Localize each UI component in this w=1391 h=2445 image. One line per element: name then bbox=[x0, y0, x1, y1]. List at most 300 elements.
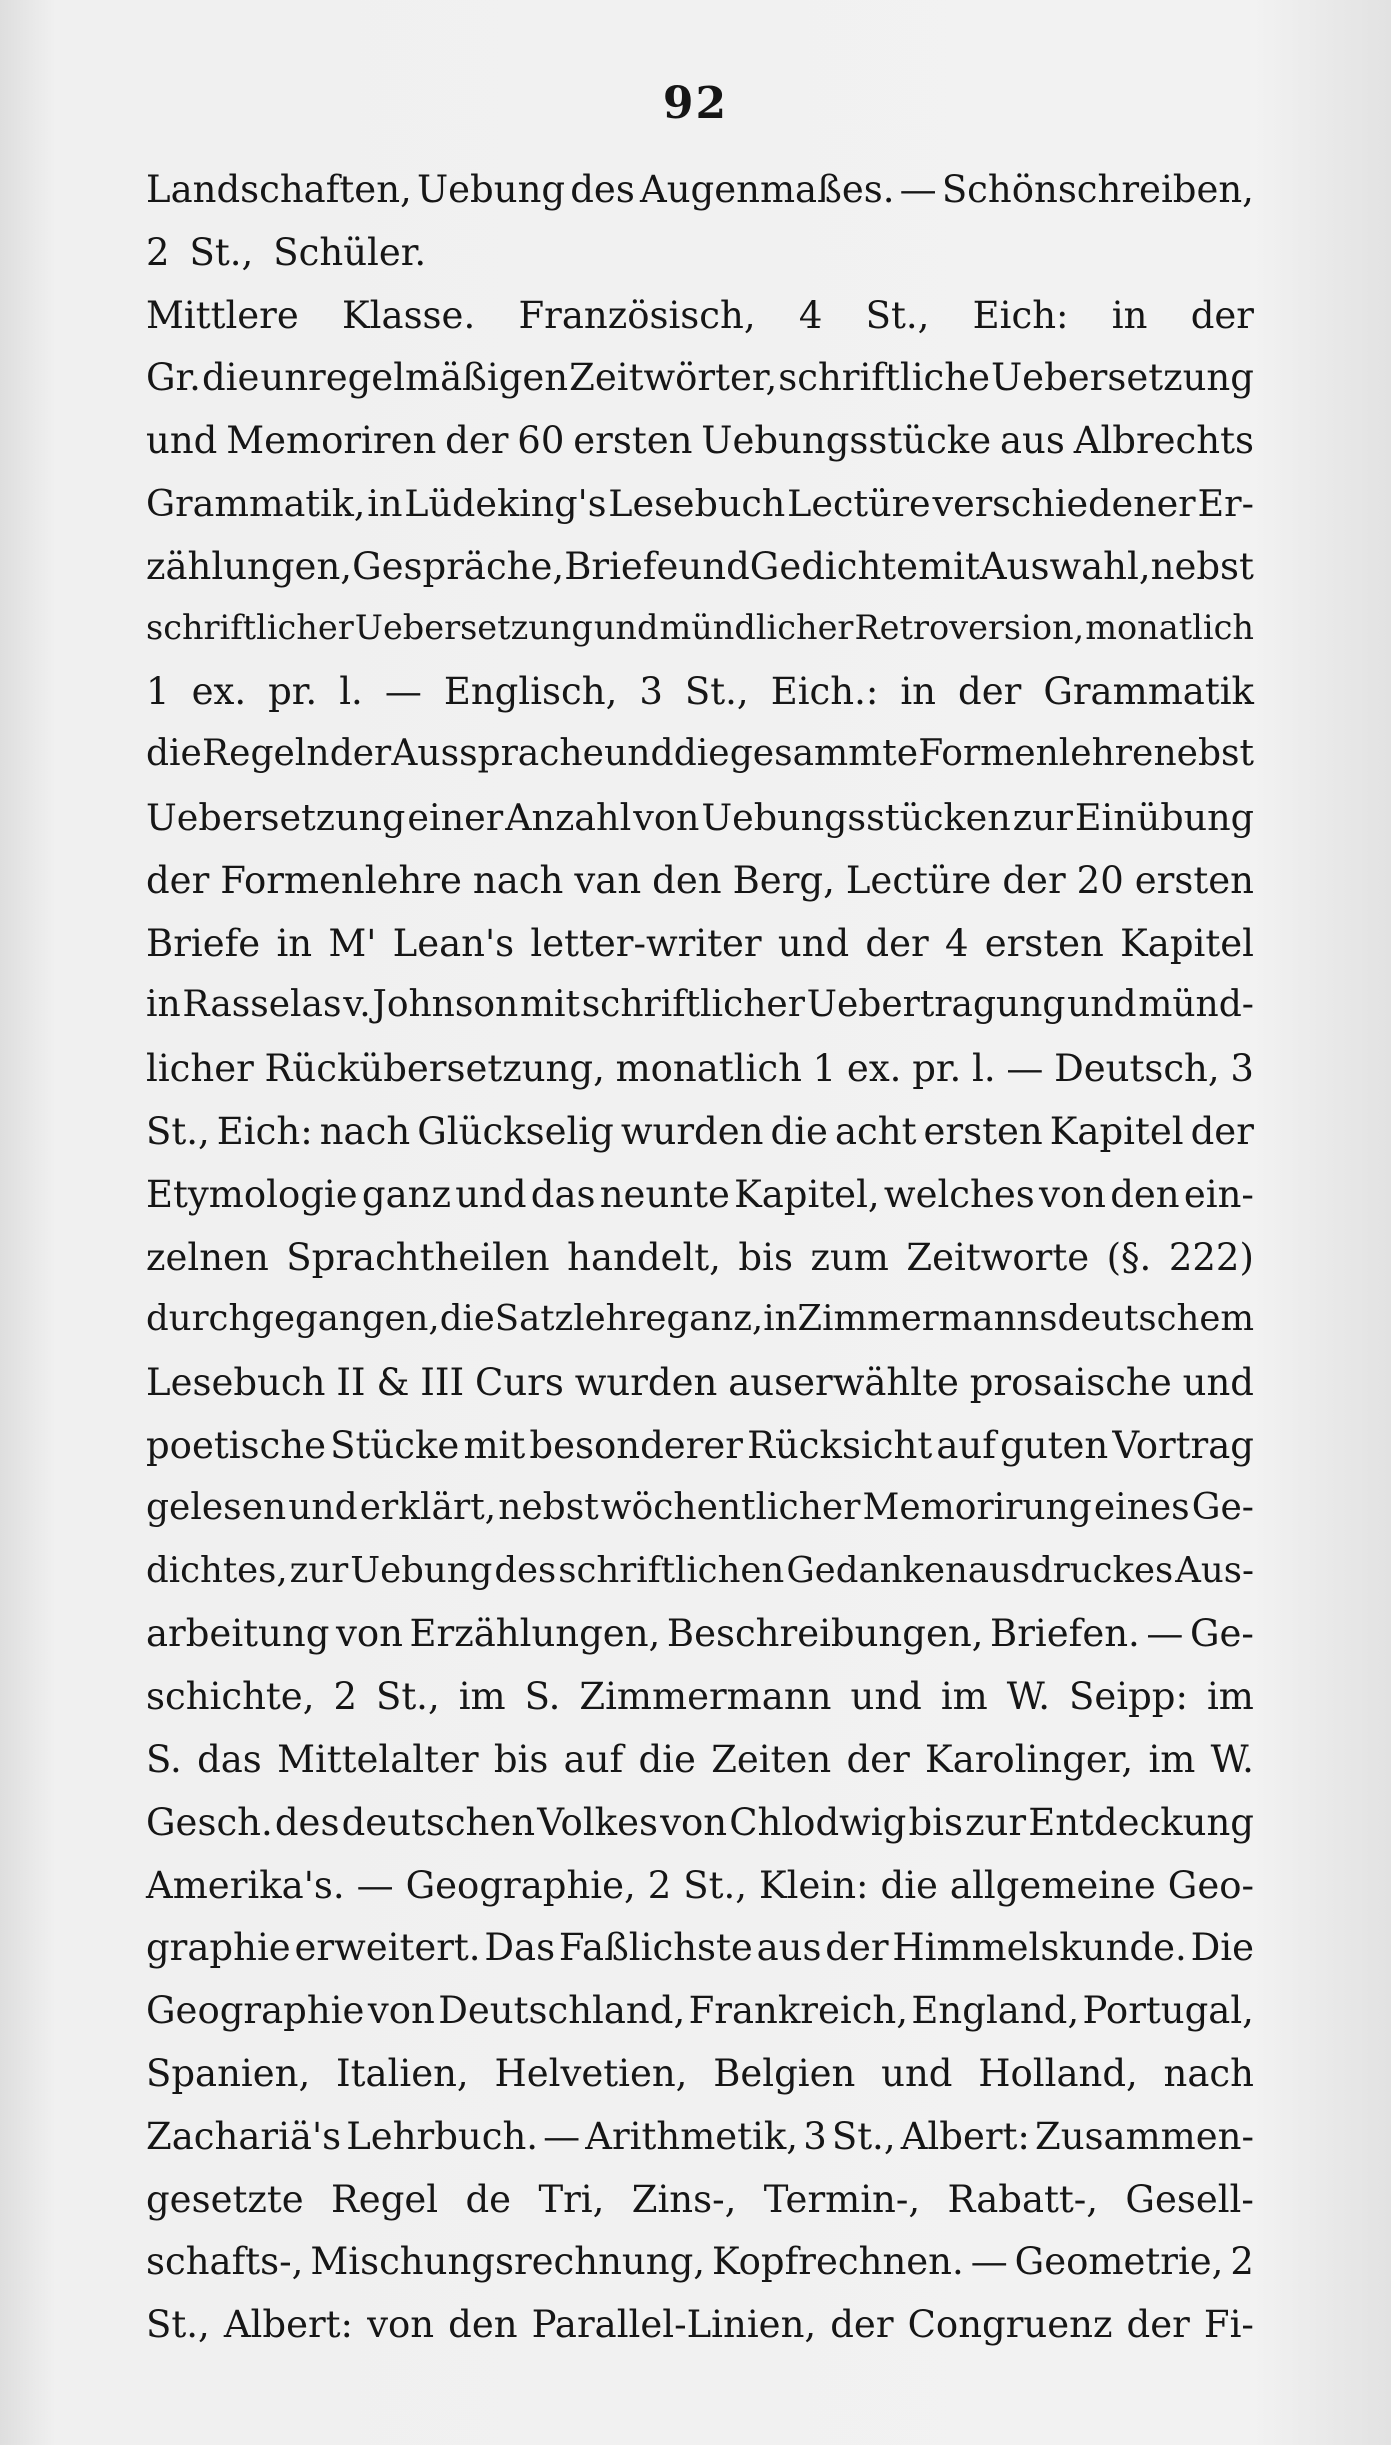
word: nach bbox=[319, 1109, 411, 1153]
word: mit bbox=[519, 984, 581, 1026]
word: in bbox=[1111, 293, 1148, 337]
word: Helvetien, bbox=[494, 2051, 688, 2095]
word: der bbox=[825, 1926, 889, 1970]
word: Uebersetzung bbox=[146, 795, 406, 839]
word: ex. bbox=[191, 670, 247, 714]
word: Vortrag bbox=[1112, 1423, 1254, 1467]
word: eines bbox=[1093, 1486, 1190, 1528]
word: aus bbox=[756, 1926, 822, 1970]
word: Gespräche, bbox=[352, 544, 565, 588]
word: Portugal, bbox=[1082, 1989, 1254, 2033]
word: Kapitel, bbox=[734, 1172, 880, 1216]
word: die bbox=[880, 1863, 938, 1907]
word: die bbox=[673, 733, 730, 775]
word: Rabatt-, bbox=[947, 2177, 1099, 2221]
text-line bbox=[146, 356, 1254, 419]
word: der bbox=[1002, 858, 1066, 902]
word: erweitert. bbox=[294, 1926, 481, 1970]
word: Erzählungen, bbox=[409, 1612, 661, 1656]
word: Geographie, bbox=[405, 1863, 636, 1907]
word: St., bbox=[831, 2114, 896, 2158]
word: deutschem bbox=[1057, 1298, 1255, 1340]
word: den bbox=[1110, 1172, 1180, 1216]
word: Augenmaßes. bbox=[640, 168, 895, 211]
word: Congruenz bbox=[907, 2303, 1113, 2347]
word: schichte, bbox=[146, 1675, 315, 1719]
word: Klein: bbox=[759, 1863, 869, 1907]
word: Lehrbuch. bbox=[346, 2114, 539, 2158]
word: der bbox=[958, 670, 1022, 714]
word: von bbox=[1038, 1172, 1106, 1216]
word: St., bbox=[683, 1863, 748, 1907]
word: Berg, bbox=[732, 858, 835, 902]
word: Uebersetzung bbox=[990, 356, 1254, 400]
text-line bbox=[146, 168, 1254, 231]
text-line bbox=[146, 1864, 1254, 1927]
word: ganz, bbox=[666, 1298, 764, 1340]
word: mit bbox=[463, 1423, 526, 1467]
word: auf bbox=[936, 1423, 996, 1467]
word: Geometrie, bbox=[1014, 2240, 1224, 2284]
word: im bbox=[1148, 1737, 1196, 1781]
word: ersten bbox=[573, 419, 693, 463]
word: und bbox=[455, 1172, 527, 1216]
word: Belgien bbox=[713, 2051, 856, 2095]
word: gesetzte bbox=[146, 2177, 304, 2221]
text-line bbox=[146, 984, 1254, 1047]
word: St., bbox=[146, 1109, 210, 1153]
word: die bbox=[770, 1109, 828, 1153]
word: des bbox=[570, 168, 635, 211]
word: und bbox=[288, 1486, 358, 1528]
word: die bbox=[201, 356, 260, 400]
word: Eich: bbox=[972, 293, 1069, 337]
word: nach bbox=[1163, 2051, 1254, 2095]
word: erklärt, bbox=[359, 1486, 497, 1528]
word: Mischungsrechnung, bbox=[310, 2240, 706, 2284]
word: & bbox=[376, 1361, 410, 1405]
word: S. bbox=[524, 1675, 561, 1719]
word: Deutschland, bbox=[438, 1989, 686, 2033]
word: Volkes bbox=[537, 1800, 658, 1844]
word: Gedichte bbox=[749, 544, 919, 588]
word: Einübung bbox=[1074, 795, 1254, 839]
text-line bbox=[146, 733, 1254, 796]
word: besonderer bbox=[529, 1423, 743, 1467]
word: Lectüre bbox=[787, 481, 931, 525]
word: Retroversion, bbox=[854, 607, 1085, 647]
word: Grammatik bbox=[1043, 670, 1254, 714]
word: guten bbox=[1000, 1423, 1109, 1467]
word: van bbox=[574, 858, 642, 902]
word: der bbox=[1190, 293, 1254, 337]
word: 3 bbox=[1230, 1047, 1254, 1091]
word: auserwählte bbox=[728, 1361, 959, 1405]
word: die bbox=[638, 1737, 696, 1781]
word: und bbox=[850, 1675, 922, 1719]
word: von bbox=[660, 1800, 728, 1844]
word: Karolinger, bbox=[925, 1737, 1134, 1781]
word: in bbox=[900, 670, 936, 714]
word: und bbox=[1182, 1361, 1254, 1405]
word: Gesch. bbox=[146, 1800, 273, 1844]
word: Johnson bbox=[372, 984, 519, 1026]
word: Eich: bbox=[216, 1109, 313, 1153]
word: Beschreibungen, bbox=[666, 1612, 984, 1656]
word: ersten bbox=[1134, 858, 1254, 902]
word: licher bbox=[146, 1047, 254, 1091]
word: zelnen bbox=[146, 1235, 269, 1279]
word: wurden bbox=[574, 1361, 718, 1405]
word: Kapitel bbox=[1049, 1109, 1184, 1153]
word: schriftlicher bbox=[581, 984, 805, 1026]
text-line bbox=[146, 859, 1254, 922]
word: Kopfrechnen. bbox=[712, 2240, 964, 2284]
text-line bbox=[146, 419, 1254, 482]
word: — bbox=[1146, 1612, 1184, 1656]
word: mit bbox=[918, 544, 980, 588]
word: allgemeine bbox=[949, 1863, 1156, 1907]
word: und bbox=[593, 607, 659, 647]
word: — bbox=[543, 2114, 581, 2158]
word: Briefen. bbox=[990, 1612, 1140, 1656]
word: Gedankenausdruckes bbox=[786, 1549, 1174, 1591]
word: Gesell- bbox=[1125, 2177, 1254, 2221]
word: W. bbox=[1210, 1737, 1254, 1781]
word: Uebung bbox=[350, 1549, 493, 1591]
text-line bbox=[146, 1298, 1254, 1361]
word: pr. bbox=[268, 670, 318, 714]
word: Landschaften, bbox=[146, 168, 412, 211]
word: verschiedener bbox=[932, 481, 1196, 525]
text-line bbox=[146, 2178, 1254, 2241]
word: und bbox=[604, 733, 674, 775]
word: des bbox=[274, 1800, 340, 1844]
word: Anzahl bbox=[505, 795, 632, 839]
text-line bbox=[146, 1424, 1254, 1487]
word: von bbox=[367, 2303, 435, 2347]
text-line bbox=[146, 1487, 1254, 1550]
word: Arithmetik, bbox=[585, 2114, 799, 2158]
word: ex. bbox=[846, 1047, 902, 1091]
word: der bbox=[1190, 1109, 1254, 1153]
word: der bbox=[846, 1737, 910, 1781]
word: ersten bbox=[923, 1109, 1043, 1153]
word: den bbox=[448, 2303, 518, 2347]
word: 2 bbox=[146, 230, 170, 274]
word: Kapitel bbox=[1120, 921, 1254, 965]
word: 60 bbox=[517, 419, 565, 463]
word: Albert: bbox=[223, 2303, 353, 2347]
word: den bbox=[652, 858, 722, 902]
word: Glückselig bbox=[417, 1109, 614, 1153]
word: Mittlere bbox=[146, 293, 299, 337]
word: gesammte bbox=[729, 733, 919, 775]
word: Zeitworte bbox=[906, 1235, 1090, 1279]
word: Fi- bbox=[1203, 2303, 1254, 2347]
word: schriftliche bbox=[778, 356, 990, 400]
word: prosaische bbox=[969, 1361, 1172, 1405]
word: Regeln bbox=[202, 733, 330, 775]
word: schafts-, bbox=[146, 2240, 304, 2284]
word: zur bbox=[1012, 795, 1073, 839]
word: Auswahl, bbox=[979, 544, 1151, 588]
word: von bbox=[335, 1612, 403, 1656]
word: Faßlichste bbox=[558, 1926, 753, 1970]
text-line bbox=[146, 1675, 1254, 1738]
word: Zins-, bbox=[631, 2177, 737, 2221]
text-line bbox=[146, 670, 1254, 733]
word: zum bbox=[810, 1235, 889, 1279]
word: 4 bbox=[944, 921, 969, 965]
word: (§. bbox=[1106, 1235, 1152, 1279]
word: Lean's bbox=[392, 921, 515, 965]
word: Rückübersetzung, bbox=[264, 1047, 605, 1091]
word: welches bbox=[883, 1172, 1035, 1216]
word: Deutsch, bbox=[1054, 1047, 1220, 1091]
word: Rasselas bbox=[182, 984, 342, 1026]
word: deutschen bbox=[341, 1800, 536, 1844]
text-line bbox=[146, 1361, 1254, 1424]
word: Zusammen- bbox=[1034, 2114, 1254, 2158]
word: aus bbox=[999, 419, 1065, 463]
word: Ge- bbox=[1189, 1612, 1254, 1656]
word: Memorirung bbox=[862, 1486, 1092, 1528]
word: monatlich bbox=[615, 1047, 802, 1091]
word: 2 bbox=[647, 1863, 672, 1907]
text-line bbox=[146, 2240, 1254, 2303]
word: 1 bbox=[812, 1047, 837, 1091]
word: der bbox=[865, 921, 929, 965]
word: — bbox=[899, 168, 937, 211]
word: nebst bbox=[1153, 733, 1254, 775]
word: neunte bbox=[599, 1172, 730, 1216]
word: der bbox=[445, 419, 509, 463]
word: der bbox=[830, 2303, 894, 2347]
word: in bbox=[276, 921, 313, 965]
word: Uebung bbox=[416, 168, 566, 211]
word: Entdeckung bbox=[1028, 1800, 1254, 1844]
word: letter-writer bbox=[530, 921, 762, 965]
word: Formenlehre bbox=[220, 858, 462, 902]
word: Zimmermanns bbox=[797, 1298, 1058, 1340]
word: Ge- bbox=[1191, 1486, 1254, 1528]
word: unregelmäßigen bbox=[260, 356, 569, 400]
word: Gr. bbox=[146, 356, 201, 400]
word: Briefe bbox=[564, 544, 679, 588]
text-line bbox=[146, 1738, 1254, 1801]
word: Seipp: bbox=[1069, 1675, 1188, 1719]
word: ein- bbox=[1183, 1172, 1254, 1216]
word: Termin-, bbox=[763, 2177, 921, 2221]
word: 3 bbox=[803, 2114, 827, 2158]
word: Himmelskunde. bbox=[892, 1926, 1187, 1970]
word: dichtes, bbox=[146, 1549, 288, 1591]
word: 20 bbox=[1076, 858, 1124, 902]
word: Lüdeking's bbox=[404, 481, 607, 525]
word: Stücke bbox=[330, 1423, 460, 1467]
word: Eich.: bbox=[770, 670, 879, 714]
word: Zeiten bbox=[711, 1737, 832, 1781]
word: — bbox=[356, 1863, 394, 1907]
word: nebst bbox=[498, 1486, 599, 1528]
word: Amerika's. bbox=[146, 1863, 345, 1907]
word: das bbox=[197, 1737, 262, 1781]
word: Englisch, bbox=[443, 670, 618, 714]
word: Geo- bbox=[1167, 1863, 1254, 1907]
word: — bbox=[1006, 1047, 1044, 1091]
word: das bbox=[530, 1172, 596, 1216]
word: Uebungsstücken bbox=[701, 795, 1011, 839]
word: Aussprache bbox=[391, 733, 604, 775]
word: Zeitwörter, bbox=[569, 356, 778, 400]
word: nach bbox=[472, 858, 564, 902]
word: und bbox=[1067, 984, 1137, 1026]
word: nebst bbox=[1150, 544, 1254, 588]
word: poetische bbox=[146, 1423, 326, 1467]
word: von bbox=[367, 1989, 435, 2033]
word: auf bbox=[563, 1737, 624, 1781]
word: St., bbox=[146, 2303, 210, 2347]
text-line bbox=[146, 1989, 1254, 2052]
word: 2 bbox=[1230, 2240, 1254, 2284]
word: in bbox=[367, 481, 403, 525]
word: III bbox=[420, 1361, 465, 1405]
word: im bbox=[940, 1675, 988, 1719]
word: St., bbox=[684, 670, 749, 714]
word: einer bbox=[407, 795, 504, 839]
word: Albrechts bbox=[1073, 419, 1254, 463]
text-line bbox=[146, 2052, 1254, 2115]
word: Schüler. bbox=[273, 230, 427, 274]
word: II bbox=[336, 1361, 366, 1405]
word: — bbox=[384, 670, 422, 714]
text-line bbox=[146, 1047, 1254, 1110]
word: Rücksicht bbox=[747, 1423, 933, 1467]
word: de bbox=[465, 2177, 512, 2221]
word: St., bbox=[375, 1675, 440, 1719]
word: der bbox=[1126, 2303, 1190, 2347]
text-line bbox=[146, 231, 1254, 294]
word: Holland, bbox=[978, 2051, 1138, 2095]
word: Briefe bbox=[146, 921, 261, 965]
word: von bbox=[633, 795, 700, 839]
word: bis bbox=[908, 1800, 963, 1844]
word: Schönschreiben, bbox=[941, 168, 1254, 211]
word: zur bbox=[289, 1549, 349, 1591]
text-line bbox=[146, 608, 1254, 671]
word: und bbox=[146, 419, 218, 463]
text-line bbox=[146, 796, 1254, 859]
word: handelt, bbox=[567, 1235, 721, 1279]
word: Uebersetzung bbox=[354, 607, 593, 647]
word: zur bbox=[965, 1800, 1027, 1844]
text-line bbox=[146, 294, 1254, 357]
word: Italien, bbox=[336, 2051, 469, 2095]
word: mündlicher bbox=[659, 607, 854, 647]
word: in bbox=[146, 984, 181, 1026]
word: graphie bbox=[146, 1926, 291, 1970]
text-line bbox=[146, 1926, 1254, 1989]
word: schriftlicher bbox=[146, 607, 354, 647]
word: Das bbox=[484, 1926, 556, 1970]
word: — bbox=[970, 2240, 1008, 2284]
text-line bbox=[146, 922, 1254, 985]
text-line bbox=[146, 2303, 1254, 2366]
word: gelesen bbox=[146, 1486, 287, 1528]
text-line bbox=[146, 1173, 1254, 1236]
word: Lesebuch bbox=[146, 1361, 326, 1405]
word: wöchentlicher bbox=[600, 1486, 861, 1528]
word: Französisch, bbox=[518, 293, 756, 337]
text-line bbox=[146, 1236, 1254, 1299]
word: Zimmermann bbox=[579, 1675, 832, 1719]
word: 1 bbox=[146, 670, 170, 714]
word: und bbox=[678, 544, 750, 588]
word: S. bbox=[146, 1737, 182, 1781]
word: und bbox=[881, 2051, 953, 2095]
word: münd- bbox=[1138, 984, 1254, 1026]
word: Grammatik, bbox=[146, 481, 366, 525]
text-line bbox=[146, 1110, 1254, 1173]
word: arbeitung bbox=[146, 1612, 330, 1656]
word: ganz bbox=[361, 1172, 451, 1216]
body-text bbox=[146, 168, 1254, 2366]
word: Klasse. bbox=[342, 293, 476, 337]
word: M' bbox=[328, 921, 377, 965]
word: Tri, bbox=[538, 2177, 605, 2221]
word: W. bbox=[1006, 1675, 1051, 1719]
word: der bbox=[329, 733, 392, 775]
word: St., bbox=[865, 293, 930, 337]
word: durchgegangen, bbox=[146, 1298, 440, 1340]
word: 2 bbox=[333, 1675, 357, 1719]
word: und bbox=[777, 921, 850, 965]
text-line bbox=[146, 1612, 1254, 1675]
word: Uebertragung bbox=[806, 984, 1066, 1026]
word: im bbox=[458, 1675, 506, 1719]
word: Etymologie bbox=[146, 1172, 358, 1216]
word: der bbox=[146, 858, 210, 902]
text-line bbox=[146, 1550, 1254, 1613]
text-line bbox=[146, 1801, 1254, 1864]
word: Uebungsstücke bbox=[701, 419, 992, 463]
word: Er- bbox=[1197, 481, 1254, 525]
word: die bbox=[146, 733, 202, 775]
word: in bbox=[763, 1298, 798, 1340]
word: l. bbox=[972, 1047, 996, 1091]
word: des bbox=[494, 1549, 557, 1591]
word: Geographie bbox=[146, 1989, 365, 2033]
word: Mittelalter bbox=[277, 1737, 479, 1781]
word: Lectüre bbox=[845, 858, 992, 902]
word: Spanien, bbox=[146, 2051, 311, 2095]
word: England, bbox=[911, 1989, 1080, 2033]
word: Regel bbox=[330, 2177, 439, 2221]
word: Curs bbox=[475, 1361, 564, 1405]
word: Sprachtheilen bbox=[286, 1235, 550, 1279]
word: schriftlichen bbox=[558, 1549, 785, 1591]
word: 222) bbox=[1168, 1235, 1254, 1279]
word: pr. bbox=[912, 1047, 962, 1091]
word: Satzlehre bbox=[494, 1298, 667, 1340]
word: monatlich bbox=[1085, 607, 1254, 647]
word: Parallel-Linien, bbox=[531, 2303, 817, 2347]
word: wurden bbox=[620, 1109, 764, 1153]
word: im bbox=[1206, 1675, 1254, 1719]
word: Frankreich, bbox=[688, 1989, 909, 2033]
word: 3 bbox=[639, 670, 663, 714]
